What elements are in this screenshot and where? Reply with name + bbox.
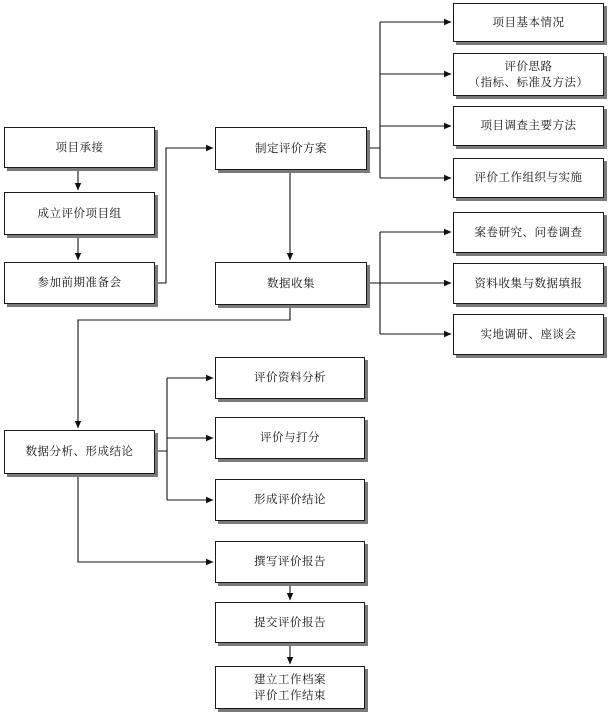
node-label-line1: 建立工作档案 <box>254 671 326 686</box>
node-evaluation-data-analysis <box>215 357 365 399</box>
node-analysis-conclusion <box>4 430 155 474</box>
node-label: 制定评价方案 <box>255 140 327 155</box>
node-write-report <box>215 541 365 583</box>
node-make-plan <box>215 127 367 170</box>
node-label: 资料收集与数据填报 <box>474 275 583 290</box>
node-label-line2: 评价工作结束 <box>254 687 326 702</box>
node-label: 成立评价项目组 <box>37 205 122 220</box>
node-label: 撰写评价报告 <box>254 554 326 569</box>
node-label: 评价工作组织与实施 <box>474 170 583 185</box>
node-label: 数据分析、形成结论 <box>25 444 134 459</box>
node-project-receive <box>4 127 155 168</box>
node-pre-meeting <box>4 262 155 304</box>
node-file-research-survey <box>453 212 604 253</box>
node-label: 项目承接 <box>55 139 104 154</box>
node-data-gathering-filling <box>453 263 604 304</box>
node-work-organization <box>453 158 604 198</box>
node-submit-report <box>215 602 365 643</box>
node-label: 项目调查主要方法 <box>480 118 577 133</box>
node-label: 评价与打分 <box>260 430 320 445</box>
node-label: 实地调研、座谈会 <box>480 326 577 341</box>
node-label-line1: 评价思路 <box>504 58 553 73</box>
node-label: 数据收集 <box>267 275 315 290</box>
arrow-analysis-to-report <box>78 474 213 562</box>
node-form-evaluation-conclusion <box>215 479 365 521</box>
node-evaluation-scoring <box>215 417 365 459</box>
node-label: 案卷研究、问卷调查 <box>474 224 583 239</box>
node-survey-methods <box>453 106 604 146</box>
node-field-visit-forum <box>453 314 604 355</box>
branch-analysis-sub-items <box>155 378 167 500</box>
node-evaluation-approach <box>453 53 604 96</box>
node-label: 提交评价报告 <box>254 614 326 629</box>
arrow-premeeting-to-plan <box>155 148 213 283</box>
branch-collection-sub-items <box>367 232 380 334</box>
node-archive-finish <box>215 666 365 709</box>
node-label: 项目基本情况 <box>492 14 565 29</box>
node-label: 形成评价结论 <box>254 492 326 507</box>
node-form-team <box>4 192 155 235</box>
node-label: 参加前期准备会 <box>37 275 122 290</box>
branch-plan-sub-items <box>367 22 380 178</box>
node-data-collection <box>215 262 367 305</box>
node-label: 评价资料分析 <box>254 370 326 385</box>
node-label-line2: （指标、标准及方法） <box>468 74 589 89</box>
node-project-basic-info <box>453 3 604 42</box>
